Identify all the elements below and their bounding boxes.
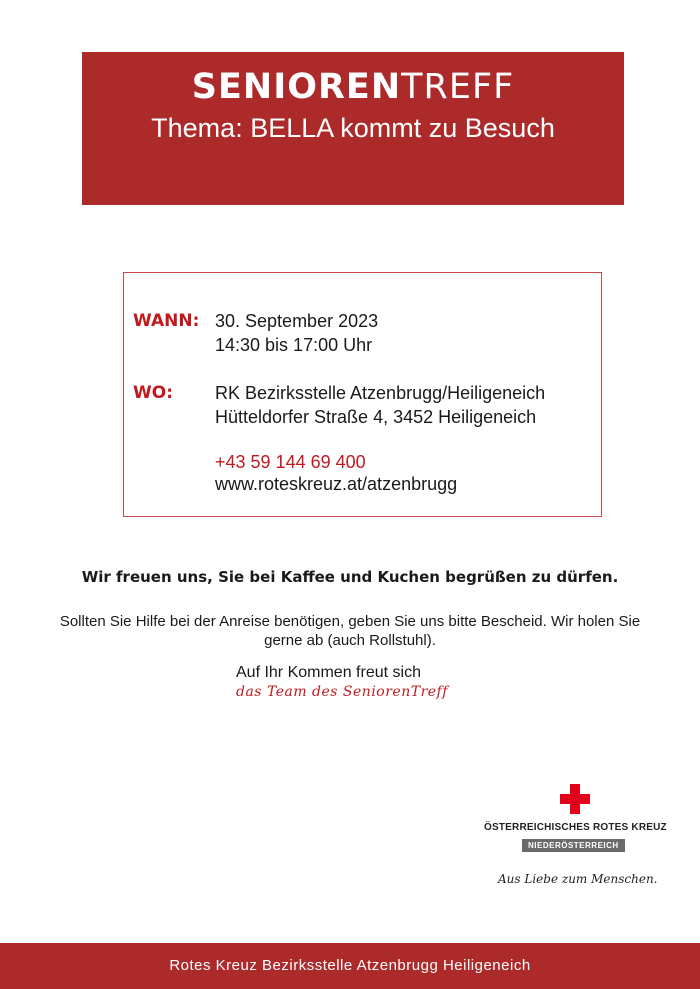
organization-slogan: Aus Liebe zum Menschen. xyxy=(498,872,658,886)
help-text: Sollten Sie Hilfe bei der Anreise benötigen, geben Sie uns bitte Bescheid. Wir holen Sie gerne ab (auch Rollstuhl). xyxy=(59,613,641,649)
event-date: 30. September 2023 xyxy=(215,311,379,331)
team-signature: das Team des SeniorenTreff xyxy=(236,684,448,700)
phone-number[interactable]: +43 59 144 69 400 xyxy=(215,452,366,472)
website-link[interactable]: www.roteskreuz.at/atzenbrugg xyxy=(215,474,458,494)
event-details-box xyxy=(123,272,602,517)
organization-name: ÖSTERREICHISCHES ROTES KREUZ xyxy=(484,822,667,833)
footer-text: Rotes Kreuz Bezirksstelle Atzenbrugg Heiligeneich xyxy=(169,957,531,974)
red-cross-icon xyxy=(560,784,590,814)
header-banner xyxy=(82,52,624,205)
footer-bar xyxy=(0,943,700,989)
event-time: 14:30 bis 17:00 Uhr xyxy=(215,335,373,355)
when-label: WANN: xyxy=(133,311,200,331)
greeting-text: Wir freuen uns, Sie bei Kaffee und Kuchen begrüßen zu dürfen. xyxy=(81,568,619,586)
where-label: WO: xyxy=(133,383,174,403)
welcome-text: Auf Ihr Kommen freut sich xyxy=(236,664,421,681)
event-subtitle: Thema: BELLA kommt zu Besuch xyxy=(151,113,555,143)
organization-region: NIEDERÖSTERREICH xyxy=(522,839,625,852)
location-name: RK Bezirksstelle Atzenbrugg/Heiligeneich xyxy=(215,383,546,403)
event-title xyxy=(82,64,624,109)
title-bold-part: SENIOREN xyxy=(191,67,402,107)
location-address: Hütteldorfer Straße 4, 3452 Heiligeneich xyxy=(215,407,537,427)
title-light-part: TREFF xyxy=(401,67,515,107)
